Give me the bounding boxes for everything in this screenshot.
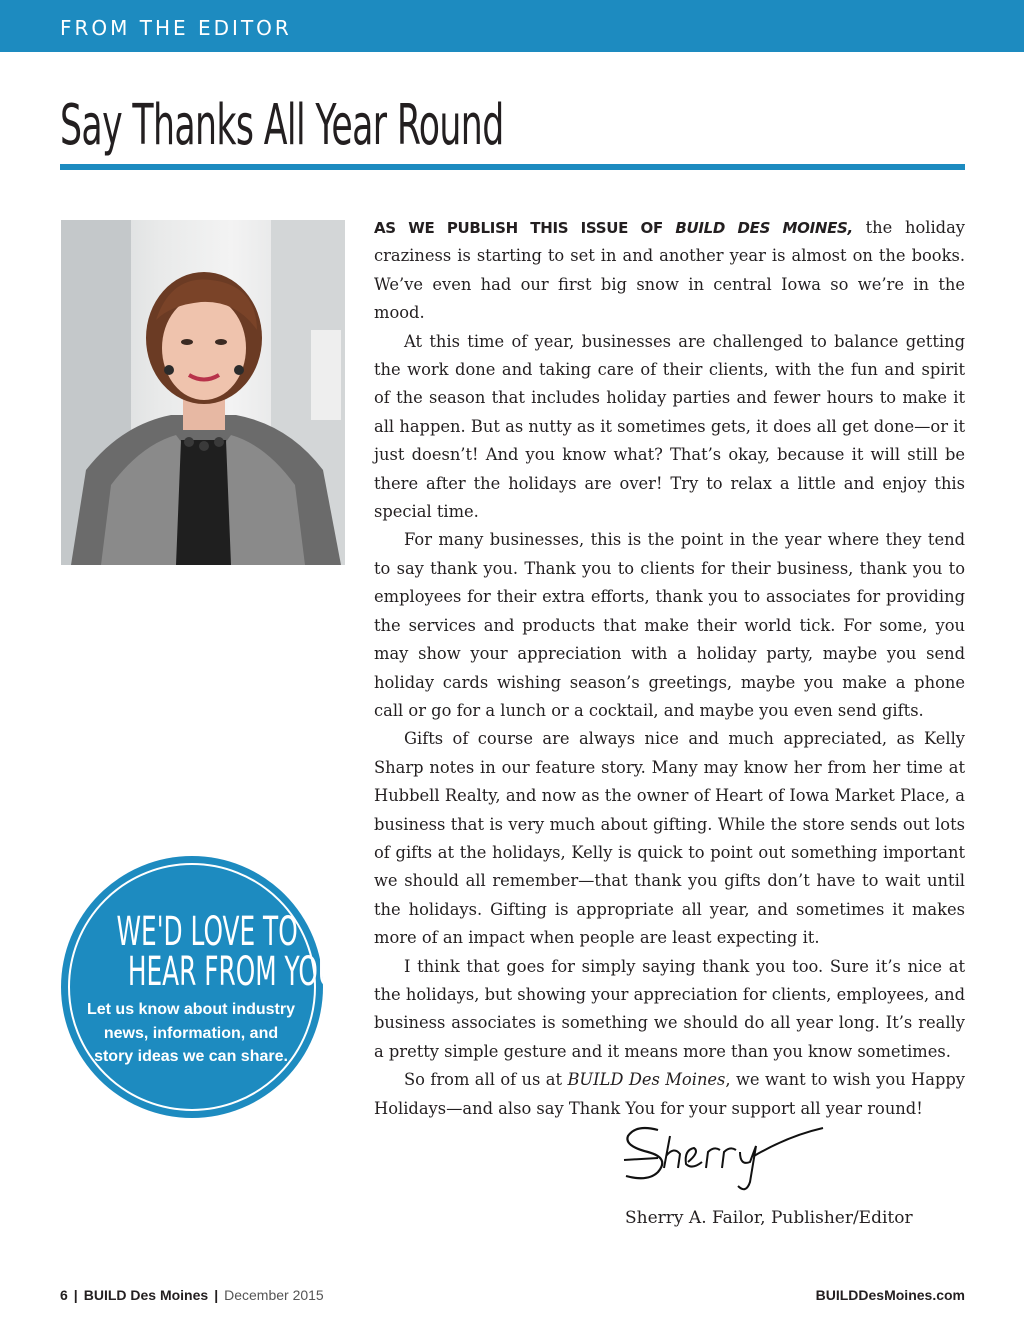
callout-heading-line-1 <box>61 909 323 955</box>
lead-in-caps: AS WE PUBLISH THIS ISSUE OF <box>374 219 676 237</box>
paragraph-5: I think that goes for simply saying thank you too. Sure it’s nice at the holidays, but showing your appreciation for clients, employees, and business associates is something we should do all year long. It’s really a pretty simple gesture and it means more than you know sometimes. <box>374 956 965 1061</box>
paragraph-6-end: , we want to wish you Happy Holidays—and also say Thank You for your support all year round! <box>374 1070 965 1118</box>
paragraph-4: Gifts of course are always nice and much appreciated, as Kelly Sharp notes in our feature story. Many may know her from her time at Hubbell Realty, and now as the owner of Heart of Iowa Market Place, a business that is very much about gifting. While the store sends out lots of gifts at the holidays, Kelly is quick to point out something important we should all remember—that thank you gifts don’t have to wait until the holidays. Gifting is appropriate all year, and sometimes it makes more of an impact when people are least expecting it. <box>374 729 965 948</box>
footer-date: December 2015 <box>224 1287 324 1303</box>
footer-separator: | <box>73 1287 78 1303</box>
paragraph-6-start: So from all of us at <box>404 1070 568 1090</box>
section-label: FROM THE EDITOR <box>60 16 292 40</box>
lead-in-publication: BUILD DES MOINES, <box>675 219 853 237</box>
editor-portrait-photo <box>61 220 345 565</box>
editorial-body <box>374 214 965 1123</box>
page-number: 6 <box>60 1287 68 1303</box>
paragraph-2: At this time of year, businesses are challenged to balance getting the work done and taking care of their clients, with the fun and spirit of the season that includes holiday parties and fewer hours to make it all happen. But as nutty as it sometimes gets, it does all get done—or it just doesn’t! And you know what? That’s okay, because it will still be there after the holidays are over! Try to relax a little and enjoy this special time. <box>374 331 965 522</box>
footer-website: BUILDDesMoines.com <box>815 1287 965 1303</box>
callout-heading-1-text: WE'D LOVE TO <box>116 909 298 955</box>
section-header-bar <box>0 0 1024 52</box>
signature-name: Sherry A. Failor, Publisher/Editor <box>625 1208 913 1228</box>
callout-body: Let us know about industry news, information, and story ideas we can share. <box>86 1001 295 1065</box>
footer-left <box>60 1287 324 1303</box>
lead-in <box>374 219 853 237</box>
paragraph-6-publication: BUILD Des Moines <box>567 1070 726 1090</box>
paragraph-1-text: the holiday craziness is starting to set in and another year is almost on the books. We’ve even had our first big snow in central Iowa so we’re in the mood. <box>374 218 965 323</box>
page-footer <box>60 1287 965 1307</box>
paragraph-6 <box>374 1066 965 1123</box>
page-title: Say Thanks All Year Round <box>60 93 504 158</box>
callout-heading-2-text: HEAR FROM YOU! <box>127 949 346 995</box>
callout-heading-line-2 <box>61 949 346 995</box>
handwritten-signature <box>618 1116 828 1198</box>
paragraph-1 <box>374 214 965 328</box>
paragraph-3: For many businesses, this is the point in the year where they tend to say thank you. Thank you to clients for their business, thank you to employees for their extra efforts, thank you to associates for providing the services and products that make their world tick. For some, you may show your appreciation with a holiday party, maybe you send holiday cards wishing season’s greetings, maybe you make a phone call or go for a lunch or a cocktail, and maybe you even send gifts. <box>374 530 965 720</box>
portrait-illustration <box>61 220 345 565</box>
footer-publication: BUILD Des Moines <box>83 1287 209 1303</box>
footer-separator-2: | <box>214 1287 219 1303</box>
title-divider <box>60 164 965 170</box>
